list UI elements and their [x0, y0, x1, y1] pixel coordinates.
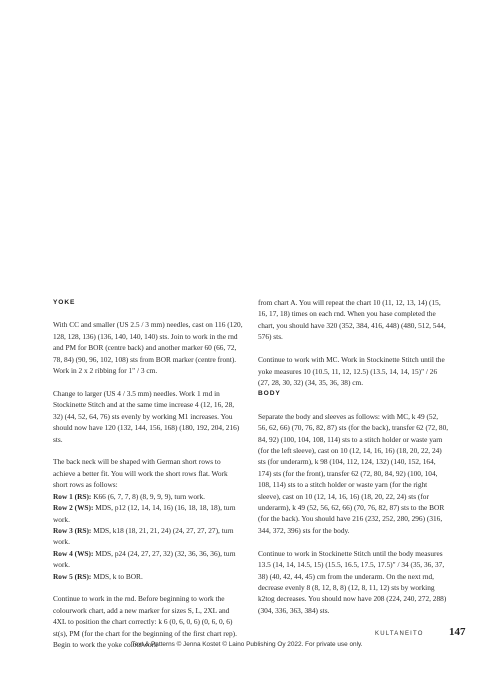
short-row-4 [53, 548, 244, 571]
row-text: MDS, k to BOR. [91, 571, 143, 581]
section-heading-yoke: YOKE [53, 299, 76, 306]
short-row-1 [53, 491, 244, 502]
short-row-3 [53, 525, 244, 548]
row-text: MDS, p12 (12, 14, 14, 16) (16, 18, 18, 18), turn work. [53, 503, 236, 524]
footer-credit: Text & Patterns © Jenna Kostet © Laino Publishing Oy 2022. For private use only. [131, 641, 363, 648]
body-paragraph-length: Continue to work in Stockinette Stitch until the body measures 13.5 (14, 14, 14.5, 15) (15.5, 16.5, 17.5, 17.5)" / 34 (35, 36, 37, 38) (40, 42, 44, 45) cm from the underarm. On the next rnd, decrease evenly 8 (8, 12, 8, 8) (12, 8, 11, 12) sts by working k2tog decreases. You should now have 208 (224, 240, 272, 288) (304, 336, 363, 384) sts. [258, 548, 447, 615]
row-label: Row 4 (WS): [53, 548, 94, 558]
short-row-5 [53, 571, 244, 582]
body-paragraph-separate: Separate the body and sleeves as follows: with MC, k 49 (52, 56, 62, 66) (70, 76, 82, 87) sts (for the back), transfer 62 (72, 80, 84, 92) (100, 104, 108, 114) sts to a stitch holder or waste yarn (for the left sleeve), cast on 10 (12, 14, 16, 16) (18, 20, 22, 24) sts (for underarm), k 98 (104, 112, 124, 132) (140, 152, 164, 174) sts (for the front), transfer 62 (72, 80, 84, 92) (100, 104, 108, 114) sts to a stitch holder or waste yarn (for the right sleeve), cast on 10 (12, 14, 16, 16) (18, 20, 22, 24) sts (for underarm), k 49 (52, 56, 62, 66) (70, 76, 82, 87) sts to the BOR (for the back). You should have 216 (232, 252, 280, 296) (316, 344, 372, 396) sts for the body. [258, 411, 449, 535]
yoke-paragraph-cast-on: With CC and smaller (US 2.5 / 3 mm) needles, cast on 116 (120, 128, 128, 136) (136, 140, 140, 140) sts. Join to work in the rnd and PM for BOR (centre back) and another marker 60 (66, 72, 78, 84) (90, 96, 102, 108) sts from BOR marker (centre front). Work in 2 x 2 ribbing for 1" / 3 cm. [53, 320, 243, 376]
row-label: Row 5 (RS): [53, 571, 92, 581]
row-label: Row 2 (WS): [53, 503, 94, 513]
row-text: MDS, p24 (24, 27, 27, 32) (32, 36, 36, 36), turn work. [53, 548, 236, 570]
short-row-2 [53, 502, 244, 525]
yoke-paragraph-chart: from chart A. You will repeat the chart 10 (11, 12, 13, 14) (15, 16, 17, 18) times on each rnd. When you hase completed the chart, you should have 320 (352, 384, 416, 448) (480, 512, 544, 576) sts. [258, 298, 446, 342]
row-label: Row 3 (RS): [53, 525, 92, 535]
left-column [53, 297, 244, 650]
row-label: Row 1 (RS): [53, 491, 92, 501]
yoke-paragraph-increase: Change to larger (US 4 / 3.5 mm) needles. Work 1 rnd in Stockinette Stitch and at the same time increase 4 (12, 16, 28, 32) (44, 52, 64, 76) sts evenly by working M1 increases. You should now have 120 (132, 144, 156, 168) (180, 192, 204, 216) sts. [53, 388, 240, 444]
page-number: 147 [449, 626, 466, 638]
right-column [258, 297, 449, 616]
section-heading-body: BODY [258, 390, 281, 398]
footer-brand: KULTANEITO [375, 631, 424, 637]
yoke-paragraph-short-rows: The back neck will be shaped with German short rows to achieve a better fit. You will work the short rows flat. Work short rows as follows: [53, 457, 228, 490]
yoke-paragraph-stockinette: Continue to work with MC. Work in Stockinette Stitch until the yoke measures 10 (10.5, 11, 12, 12.5) (13.5, 14, 14, 15)" / 26 (27, 28, 30, 32) (34, 35, 36, 38) cm. [258, 355, 445, 387]
short-row-list [53, 491, 244, 582]
row-text: MDS, k18 (18, 21, 21, 24) (24, 27, 27, 27), turn work. [53, 525, 234, 547]
yoke-paragraph-colourwork: Continue to work in the rnd. Before beginning to work the colourwork chart, add a new marker for sizes S, L, 2XL and 4XL to position the chart correctly: k 6 (0, 6, 0, 6) (0, 6, 0, 6) st(s), PM (for the chart for the beginning of the first chart rep). Begin to work the yoke colourwork [53, 594, 237, 650]
row-text: K66 (6, 7, 7, 8) (8, 9, 9, 9), turn work. [91, 491, 205, 501]
